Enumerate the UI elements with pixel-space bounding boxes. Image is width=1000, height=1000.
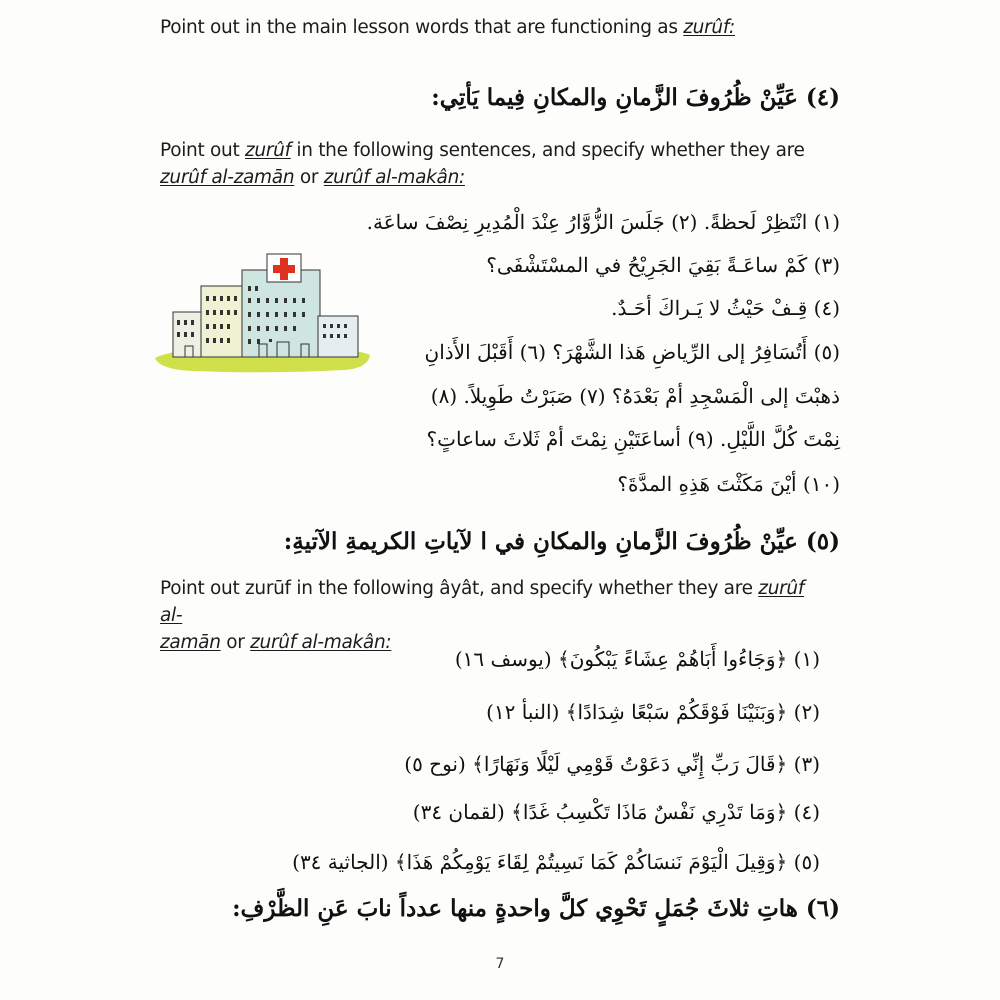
exercise-5-instruction bbox=[160, 575, 810, 656]
instruction-text: Point out bbox=[160, 140, 245, 161]
instruction-text: or bbox=[294, 167, 324, 188]
exercise-4-instruction bbox=[160, 137, 810, 191]
instruction-term: zurûf al- bbox=[160, 578, 805, 626]
ayah-line: (٥) ﴿وَقِيلَ الْيَوْمَ نَنسَاكُمْ كَمَا نَسِيتُمْ لِقَاءَ يَوْمِكُمْ هَذَا﴾ (الجاثية ٣٤) bbox=[292, 850, 820, 874]
instruction-text: Point out zurūf in the following âyât, and specify whether they are bbox=[160, 578, 759, 599]
ayah-line: (١) ﴿وَجَاءُوا أَبَاهُمْ عِشَاءً يَبْكُونَ﴾ (يوسف ١٦) bbox=[454, 647, 820, 671]
hospital-illustration bbox=[155, 240, 370, 375]
instruction-text: in the following sentences, and specify whether they are bbox=[290, 140, 805, 161]
intro-text: Point out in the main lesson words that are functioning as bbox=[160, 17, 684, 38]
exercise-4-line: ذهبْتَ إلى الْمَسْجِدِ أمْ بَعْدَهُ؟ (٧) صَبَرْتُ طَوِيلاً. (٨) bbox=[430, 384, 840, 408]
instruction-term: zurûf al-makân: bbox=[323, 167, 465, 188]
exercise-4-line: (٤) قِـفْ حَيْثُ لا يَـراكَ أحَـدٌ. bbox=[611, 296, 840, 320]
intro-term: zurûf: bbox=[683, 17, 735, 38]
exercise-4-line: نِمْتَ كُلَّ اللَّيْلِ. (٩) أساعَتَيْنِ نِمْتَ أمْ ثَلاثَ ساعاتٍ؟ bbox=[426, 427, 840, 451]
instruction-term: zurûf al-makân: bbox=[250, 632, 392, 653]
instruction-term: zurûf al-zamān bbox=[160, 167, 295, 188]
instruction-term: zamān bbox=[160, 632, 221, 653]
exercise-4-line: (١٠) أيْنَ مَكَثْتَ هَذِهِ المدَّةَ؟ bbox=[617, 472, 840, 496]
instruction-text: or bbox=[220, 632, 251, 653]
instruction-term: zurûf bbox=[245, 140, 291, 161]
exercise-4-heading: (٤) عَيِّنْ ظُرُوفَ الزَّمانِ والمكانِ فِيما يَأتِي: bbox=[431, 84, 840, 111]
exercise-4-line: (٣) كَمْ ساعَـةً بَقِيَ الجَرِيْحُ في المسْتَشْفَى؟ bbox=[486, 253, 840, 277]
ayah-line: (٣) ﴿قَالَ رَبِّ إِنِّي دَعَوْتُ قَوْمِي لَيْلًا وَنَهَارًا﴾ (نوح ٥) bbox=[404, 752, 820, 776]
intro-instruction bbox=[160, 14, 810, 41]
ayah-line: (٢) ﴿وَبَنَيْنَا فَوْقَكُمْ سَبْعًا شِدَادًا﴾ (النبأ ١٢) bbox=[486, 700, 820, 724]
exercise-6-heading: (٦) هاتِ ثلاثَ جُمَلٍ تَحْوِي كلَّ واحدةٍ منها عدداً نابَ عَنِ الظَّرْفِ: bbox=[232, 895, 840, 922]
exercise-5-heading: (٥) عيِّنْ ظُرُوفَ الزَّمانِ والمكانِ في ا لآياتِ الكريمةِ الآتيةِ: bbox=[283, 528, 840, 555]
page-number: 7 bbox=[495, 956, 505, 972]
exercise-4-line: (١) انْتَظِرْ لَحظةً. (٢) جَلَسَ الزُّوَّارُ عِنْدَ الْمُدِيرِ نِصْفَ ساعَة. bbox=[366, 210, 840, 234]
ayah-line: (٤) ﴿وَمَا تَدْرِي نَفْسٌ مَاذَا تَكْسِبُ غَدًا﴾ (لقمان ٣٤) bbox=[412, 800, 820, 824]
exercise-4-line: (٥) أَتُسَافِرُ إلى الرِّياضِ هَذا الشَّهْرَ؟ (٦) أَقَبْلَ الأَذانِ bbox=[424, 340, 840, 364]
